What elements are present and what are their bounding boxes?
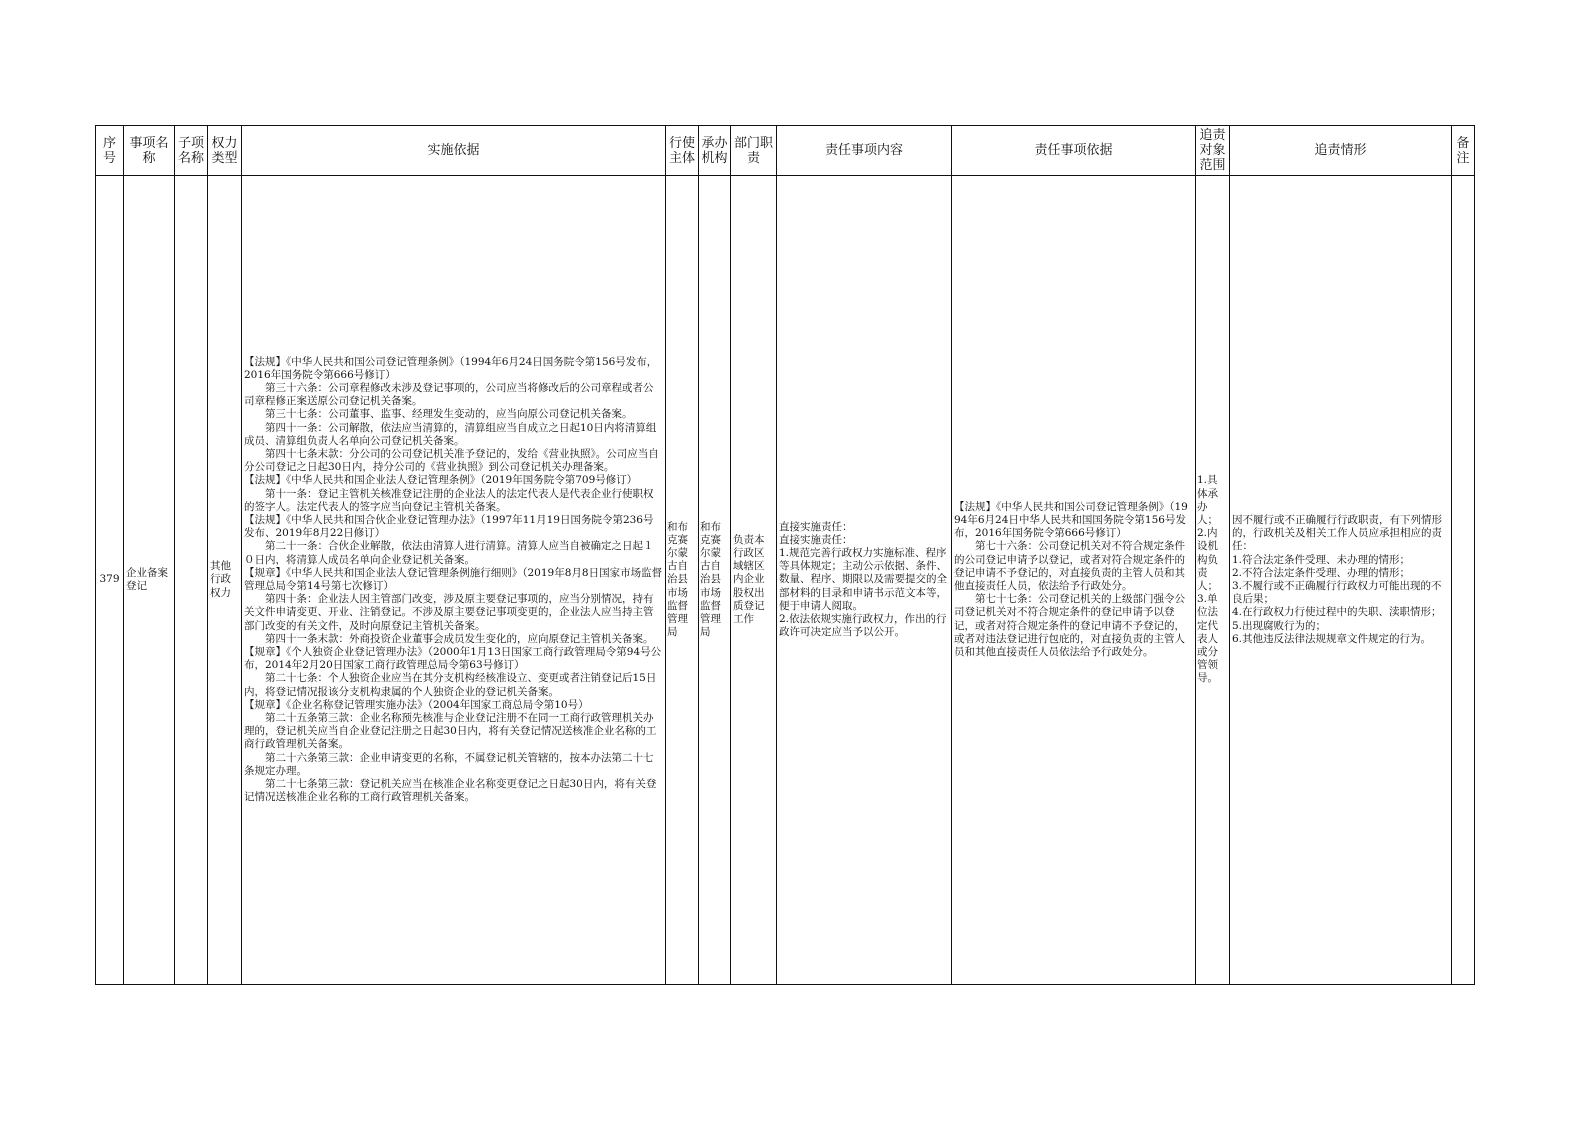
basis-paragraph: 第四十条：企业法人因主管部门改变，涉及原主要登记事项的，应当分别情况，持有关文件申请变更、开业、注销登记。不涉及原主要登记事项变更的，企业法人应当持主管部门改变的有关文件，及时向原登记主管机关备案。 (244, 593, 654, 632)
header-duty: 部门职责 (731, 126, 777, 176)
cell-resp-content (777, 176, 952, 985)
cell-sub-item (175, 176, 208, 985)
header-sub-item: 子项名称 (175, 126, 208, 176)
basis-paragraph: 【法规】《中华人民共和国企业法人登记管理条例》（2019年国务院令第709号修订） (244, 474, 638, 487)
table-row (96, 176, 1475, 985)
basis-paragraph: 第二十七条第三款：登记机关应当在核准企业名称变更登记之日起30日内，将有关登记情况送核准企业名称的工商行政管理机关备案。 (244, 778, 657, 804)
header-seq: 序号 (96, 126, 124, 176)
header-scope: 追责对象范围 (1196, 126, 1230, 176)
resp-basis-paragraph: 第七十六条：公司登记机关对不符合规定条件的公司登记申请予以登记，或者对符合规定条件的登记申请不予登记的，对直接负责的主管人员和其他直接责任人员，依法给予行政处分。 (954, 540, 1185, 592)
header-row (96, 126, 1475, 176)
basis-paragraph: 第十一条：登记主管机关核准登记注册的企业法人的法定代表人是代表企业行使职权的签字人。法定代表人的签字应当向登记主管机关备案。 (244, 487, 654, 513)
cell-org: 和布克赛尔蒙古自治县市场监督管理局 (699, 176, 731, 985)
basis-paragraph: 第三十六条：公司章程修改未涉及登记事项的，公司应当将修改后的公司章程或者公司章程修正案送原公司登记机关备案。 (244, 381, 654, 408)
scope-item: 2.内设机构负责人； (1197, 527, 1218, 592)
responsibility-table (95, 125, 1475, 985)
situation-item: 4.在行政权力行使过程中的失职、渎职情形； (1232, 606, 1442, 619)
resp-content-paragraph: 1.规范完善行政权力实施标准、程序等具体规定；主动公示依据、条件、数量、程序、期限以及需要提交的全部材料的目录和申请书示范文本等，便于申请人阅取。 (779, 546, 947, 612)
situation-item: 6.其他违反法律法规规章文件规定的行为。 (1232, 632, 1432, 645)
resp-content-paragraph: 直接实施责任： (779, 533, 853, 546)
resp-basis-list (954, 501, 1193, 659)
header-situation: 追责情形 (1230, 126, 1452, 176)
header-resp-content: 责任事项内容 (777, 126, 952, 176)
cell-scope (1196, 176, 1230, 985)
cell-item-name: 企业备案登记 (124, 176, 175, 985)
basis-paragraph: 【法规】《中华人民共和国公司登记管理条例》（1994年6月24日国务院令第156号发布，2016年国务院令第666号修订） (244, 355, 658, 381)
cell-duty: 负责本行政区域辖区内企业股权出质登记工作 (731, 176, 777, 985)
basis-paragraph: 【规章】《中华人民共和国企业法人登记管理条例施行细则》（2019年8月8日国家市场监督管理总局令第14号第七次修订） (244, 566, 663, 592)
header-item-name: 事项名称 (124, 126, 175, 176)
cell-power-type: 其他行政权力 (208, 176, 242, 985)
header-basis: 实施依据 (242, 126, 666, 176)
resp-content-paragraph: 2.依法依规实施行政权力，作出的行政许可决定应当予以公开。 (779, 613, 947, 639)
situation-item: 2.不符合法定条件受理、办理的情形； (1232, 566, 1411, 579)
cell-basis (242, 176, 666, 985)
situation-item: 1.符合法定条件受理、未办理的情形； (1232, 553, 1411, 566)
cell-remark (1452, 176, 1475, 985)
basis-paragraph: 第四十七条末款：分公司的公司登记机关准予登记的，发给《营业执照》。公司应当自分公司登记之日起30日内，持分公司的《营业执照》到公司登记机关办理备案。 (244, 447, 659, 474)
resp-basis-paragraph: 第七十七条：公司登记机关的上级部门强令公司登记机关对不符合规定条件的登记申请予以登记，或者对符合规定条件的登记申请不予登记的，或者对违法登记进行包庇的，对直接负责的主管人员和其他直接责任人员依法给予行政处分。 (954, 593, 1185, 659)
scope-item: 1.具体承办人； (1197, 474, 1218, 526)
situation-list (1232, 514, 1449, 646)
situation-item: 3.不履行或不正确履行行政权力可能出现的不良后果； (1232, 580, 1442, 606)
cell-seq: 379 (96, 176, 124, 985)
resp-content-paragraph: 直接实施责任： (779, 520, 853, 533)
header-resp-basis: 责任事项依据 (952, 126, 1196, 176)
table-body (96, 176, 1475, 985)
header-remark: 备注 (1452, 126, 1475, 176)
resp-content-list (779, 521, 949, 640)
scope-item: 3.单位法定代表人或分管领导。 (1197, 593, 1218, 685)
basis-paragraph: 第二十一条：合伙企业解散，依法由清算人进行清算。清算人应当自被确定之日起１０日内，将清算人成员名单向企业登记机关备案。 (244, 540, 654, 566)
header-org: 承办机构 (699, 126, 731, 176)
resp-basis-paragraph: 【法规】《中华人民共和国公司登记管理条例》（1994年6月24日中华人民共和国国务院令第156号发布，2016年国务院令第666号修订） (954, 500, 1188, 540)
basis-paragraph: 第二十七条：个人独资企业应当在其分支机构经核准设立、变更或者注销登记后15日内，将登记情况报该分支机构隶属的个人独资企业的登记机关备案。 (244, 672, 657, 698)
basis-paragraph: 【法规】《中华人民共和国合伙企业登记管理办法》（1997年11月19日国务院令第236号发布、2019年8月22日修订） (244, 513, 654, 540)
cell-situation (1230, 176, 1452, 985)
header-power-type: 权力类型 (208, 126, 242, 176)
basis-paragraph: 第二十六条第三款：企业申请变更的名称，不属登记机关管辖的，按本办法第二十七条规定办理。 (244, 751, 654, 777)
basis-paragraph: 第二十五条第三款：企业名称预先核准与企业登记注册不在同一工商行政管理机关办理的，登记机关应当自企业登记注册之日起30日内，将有关登记情况送核准企业名称的工商行政管理机关备案。 (244, 712, 657, 751)
basis-paragraph: 【规章】《个人独资企业登记管理办法》（2000年1月13日国家工商行政管理局令第94号公布，2014年2月20日国家工商行政管理总局令第63号修订） (244, 646, 662, 672)
situation-item: 5.出现腐败行为的； (1232, 619, 1327, 632)
basis-paragraph: 【规章】《企业名称登记管理实施办法》（2004年国家工商总局令第10号） (244, 698, 589, 711)
table-header (96, 126, 1475, 176)
basis-paragraph: 第四十一条末款：外商投资企业董事会成员发生变化的，应向原登记主管机关备案。 (265, 632, 654, 645)
cell-subject: 和布克赛尔蒙古自治县市场监督管理局 (666, 176, 699, 985)
basis-paragraph: 第三十七条：公司董事、监事、经理发生变动的，应当向原公司登记机关备案。 (265, 408, 633, 421)
scope-list (1197, 474, 1228, 685)
cell-resp-basis (952, 176, 1196, 985)
header-subject: 行使主体 (666, 126, 699, 176)
basis-paragraph: 第四十一条：公司解散，依法应当清算的，清算组应当自成立之日起10日内将清算组成员、清算组负责人名单向公司登记机关备案。 (244, 421, 657, 447)
situation-item: 因不履行或不正确履行行政职责，有下列情形的，行政机关及相关工作人员应承担相应的责任： (1232, 513, 1442, 553)
basis-list (244, 356, 663, 805)
